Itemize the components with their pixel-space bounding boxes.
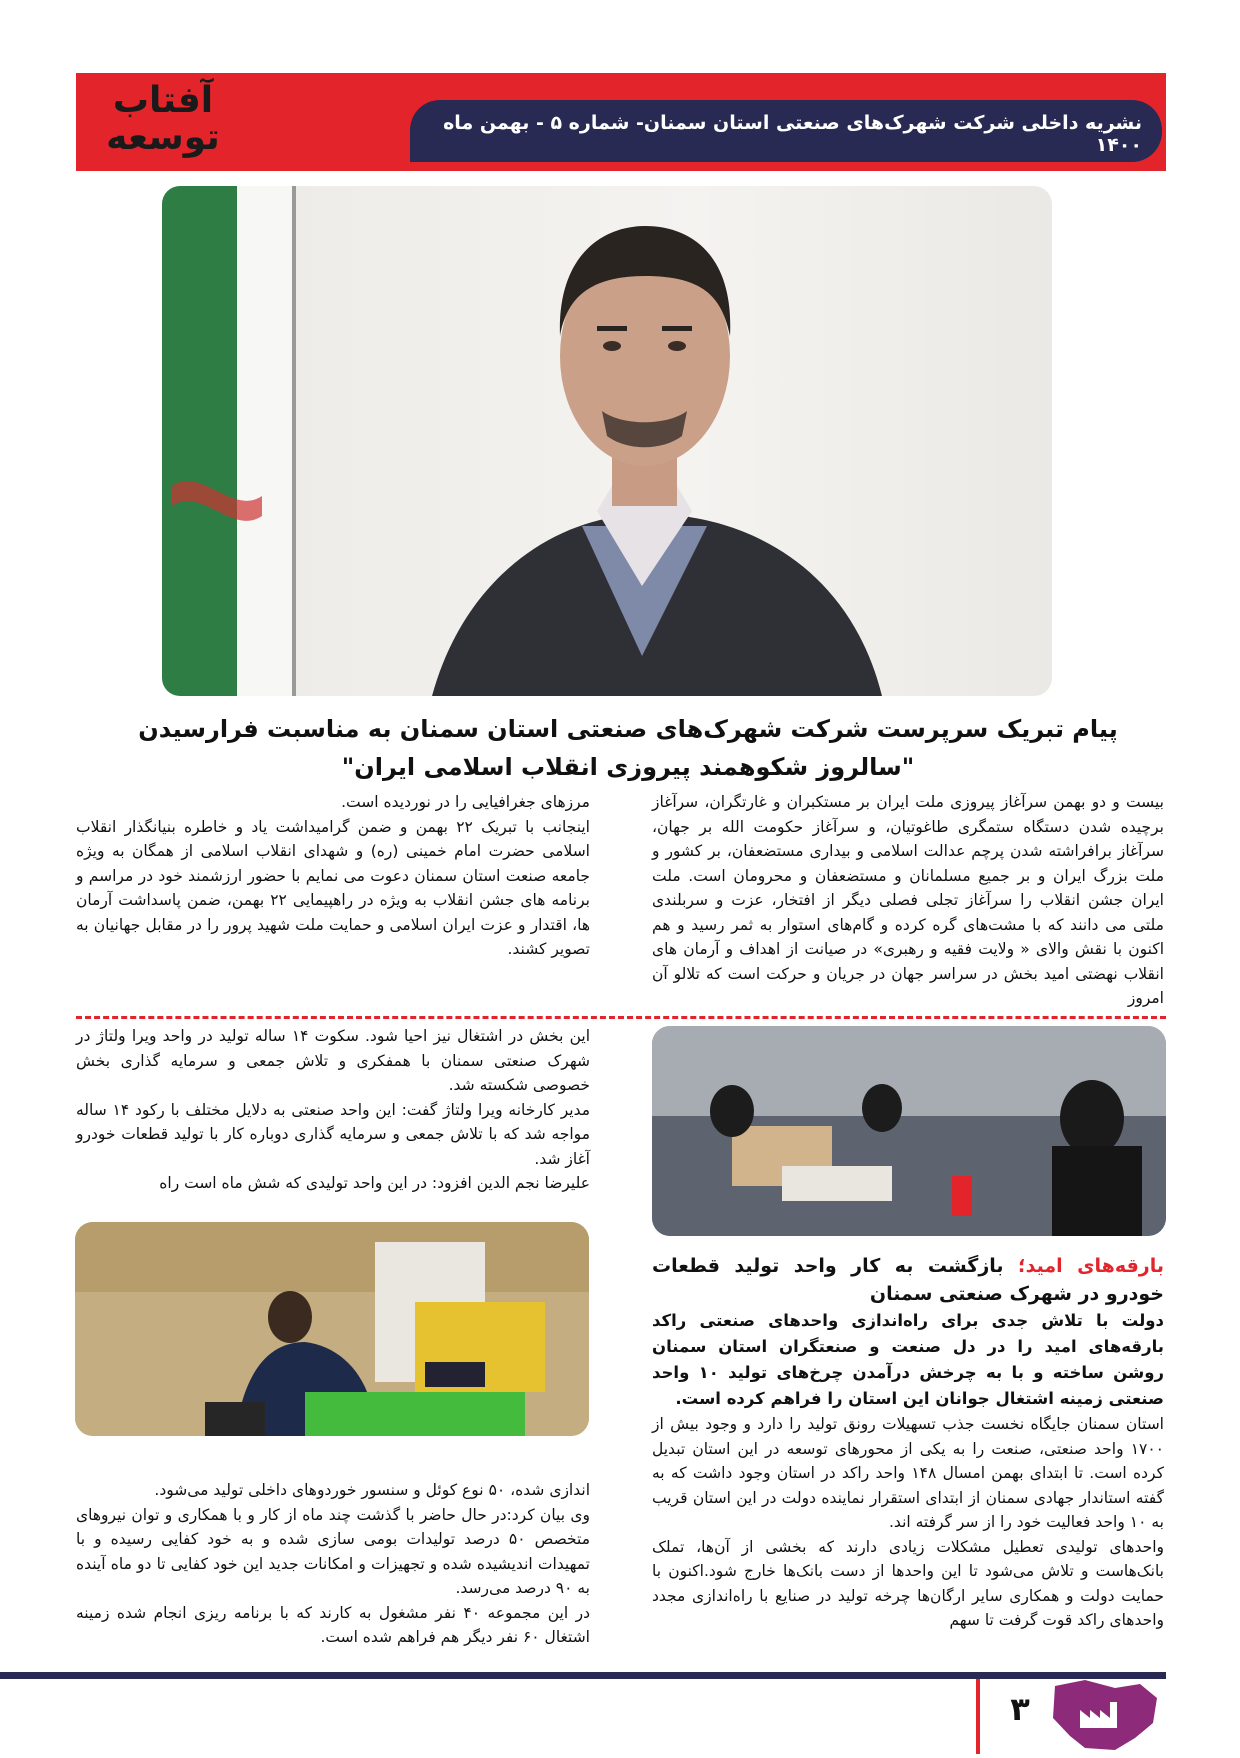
- worker-figure: [862, 1084, 902, 1132]
- footer-red-rule: [976, 1679, 980, 1754]
- flag-green-stripe: [162, 186, 237, 696]
- article2-title-text: بازگشت به کار واحد تولید قطعات خودرو در شهرک صنعتی سمنان: [652, 1255, 1164, 1305]
- article2-right-column: [652, 1252, 1164, 1633]
- article2-right-paragraph-2: واحدهای تولیدی تعطیل مشکلات زیادی دارند که بخشی از آن‌ها، تملک بانک‌هاست و تلاش می‌شود تا این واحدها از دست بانک‌ها خارج شود.اکنون با حمایت دولت و همکاری سایر ارگان‌ها چرخه تولید در صنایع با راه‌اندازی مجدد واحدهای راکد قوت گرفت تا سهم: [652, 1537, 1164, 1629]
- article2-title: [652, 1252, 1164, 1308]
- logo-line-1: آفتاب: [112, 80, 214, 121]
- article1-left-paragraph-1: مرزهای جغرافیایی را در نوردیده است.: [341, 793, 590, 811]
- article2-right-paragraph-1: استان سمنان جایگاه نخست جذب تسهیلات رونق تولید را دارد و وجود بیش از ۱۷۰۰ واحد صنعتی، صنعت را به یکی از محورهای توسعه در این استان تبدیل کرده است. تا ابتدای بهمن امسال ۱۴۸ واحد راکد در استان وجود داشت که به گفته استاندار جهادی سمنان از ابتدای استقرار نماینده دولت در این استان قریب به ۱۰ واحد فعالیت خود را از سر گرفته اند.: [652, 1415, 1164, 1531]
- article2-left-paragraph-1: این بخش در اشتغال نیز احیا شود. سکوت ۱۴ ساله تولید در واحد ویرا ولتاژ در شهرک صنعتی سمنان با همفکری و تلاش جمعی و سرمایه گذاری بخش خصوصی شکسته شد.: [76, 1027, 590, 1094]
- article2-left-paragraph-2: مدیر کارخانه ویرا ولتاژ گفت: این واحد صنعتی به دلایل مختلف با رکود ۱۴ ساله مواجه شد که با تلاش جمعی و سرمایه گذاری دوباره کار با تولید قطعات خودرو آغاز شد.: [76, 1100, 591, 1168]
- article2-left-column-bottom: [76, 1478, 590, 1650]
- worker-figure: [1060, 1080, 1124, 1156]
- logo-line-2: توسعه: [106, 117, 220, 158]
- article1-left-paragraph-2: اینجانب با تبریک ۲۲ بهمن و ضمن گرامیداشت یاد و خاطره بنیانگذار انقلاب اسلامی حضرت امام خمینی (ره) و شهدای انقلاب اسلامی از همگان به ویژه جامعه صنعت استان سمنان دعوت می نمایم با حضور ارزشمند خود در مراسم و برنامه های جشن انقلاب به ویژه در راهپیمایی ۲۲ بهمن، ضمن پاسداشت آرمان ها، اقتدار و عزت ایران اسلامی و حمایت ملت شهید پرور را در مقابل جهانیان به تصویر کشند.: [76, 817, 590, 958]
- header-title: نشریه داخلی شرکت شهرک‌های صنعتی استان سمنان- شماره ۵ - بهمن ماه ۱۴۰۰: [443, 112, 1142, 156]
- article2-lead: دولت با تلاش جدی برای راه‌اندازی واحدهای صنعتی راکد بارقه‌های امید را در دل صنعت و صنعتگران استان سمنان روشن ساخته و با به چرخش درآمدن چرخ‌های تولید ۱۰ واحد صنعتی زمینه اشتغال جوانان این استان را فراهم کرده است.: [652, 1311, 1164, 1408]
- province-map-icon: [1045, 1678, 1165, 1754]
- footer-bar: [0, 1672, 1166, 1679]
- workers-photo: [652, 1026, 1166, 1236]
- article2-left-paragraph-4: اندازی شده، ۵۰ نوع کوئل و سنسور خوردوهای داخلی تولید می‌شود.: [154, 1481, 590, 1499]
- machine-photo: [75, 1222, 589, 1436]
- article2-left-paragraph-3: علیرضا نجم الدین افزود: در این واحد تولیدی که شش ماه است راه: [159, 1174, 590, 1192]
- newsletter-logo: [88, 82, 238, 160]
- article1-title: پیام تبریک سرپرست شرکت شهرک‌های صنعتی استان سمنان به مناسبت فرارسیدن "سالروز شکوهمند پیروزی انقلاب اسلامی ایران": [138, 715, 1118, 781]
- section-divider: [76, 1016, 1166, 1019]
- header-title-bar: [410, 100, 1162, 162]
- green-crate: [305, 1392, 525, 1436]
- flag-white-stripe: [237, 186, 292, 696]
- article1-left-column: [76, 790, 590, 962]
- page-number: ۳: [1010, 1690, 1030, 1728]
- portrait-illustration: [162, 186, 1052, 696]
- portrait-photo: [162, 186, 1052, 696]
- article2-left-paragraph-5: وی بیان کرد:در حال حاضر با گذشت چند ماه از کار و با همکاری و توان نیروهای متخصص ۵۰ درصد تولیدات بومی سازی شده و به خود کفایی رسیده و با تمهیدات اندیشیده شده و تجهیزات و امکانات جدید این خود کفایی تا دو ماه آینده به ۹۰ درصد می‌رسد.: [76, 1505, 590, 1597]
- flag-pole: [292, 186, 296, 696]
- article2-left-paragraph-6: در این مجموعه ۴۰ نفر مشغول به کارند که با برنامه ریزی انجام شده زمینه اشتغال ۶۰ نفر دیگر هم فراهم شده است.: [76, 1603, 590, 1646]
- article1-right-column: [652, 790, 1164, 1011]
- worker-figure: [268, 1291, 312, 1343]
- worker-figure: [710, 1085, 754, 1137]
- article1-right-paragraph: بیست و دو بهمن سرآغاز پیروزی ملت ایران بر مستکبران و غارتگران، سرآغاز برچیده شدن دستگاه ستمگری طاغوتیان، و سرآغاز حکومت الله بر جهان، سرآغاز برافراشته شدن پرچم عدالت اسلامی و بیداری مستضعفان، بر کشور و ملت بزرگ ایران و بر جمیع مسلمانان و مستضعفان و محرومان است. ملت ایران جشن انقلاب را سرآغاز تجلی فصلی دیگر از افتخار، عزت و سربلندی ملتی می دانند که با مشت‌های گره کرده و گام‌های استوار به ثمر رسید و هم اکنون با نقش والای « ولایت فقیه و رهبری» در صیانت از اهداف و آرمان های انقلاب نهضتی امید بخش در سراسر جهان در جریان و حرکت است که تلالو آن امروز: [652, 793, 1164, 1007]
- article2-title-highlight: بارقه‌های امید؛: [1018, 1255, 1164, 1277]
- article2-left-column-top: [76, 1024, 590, 1196]
